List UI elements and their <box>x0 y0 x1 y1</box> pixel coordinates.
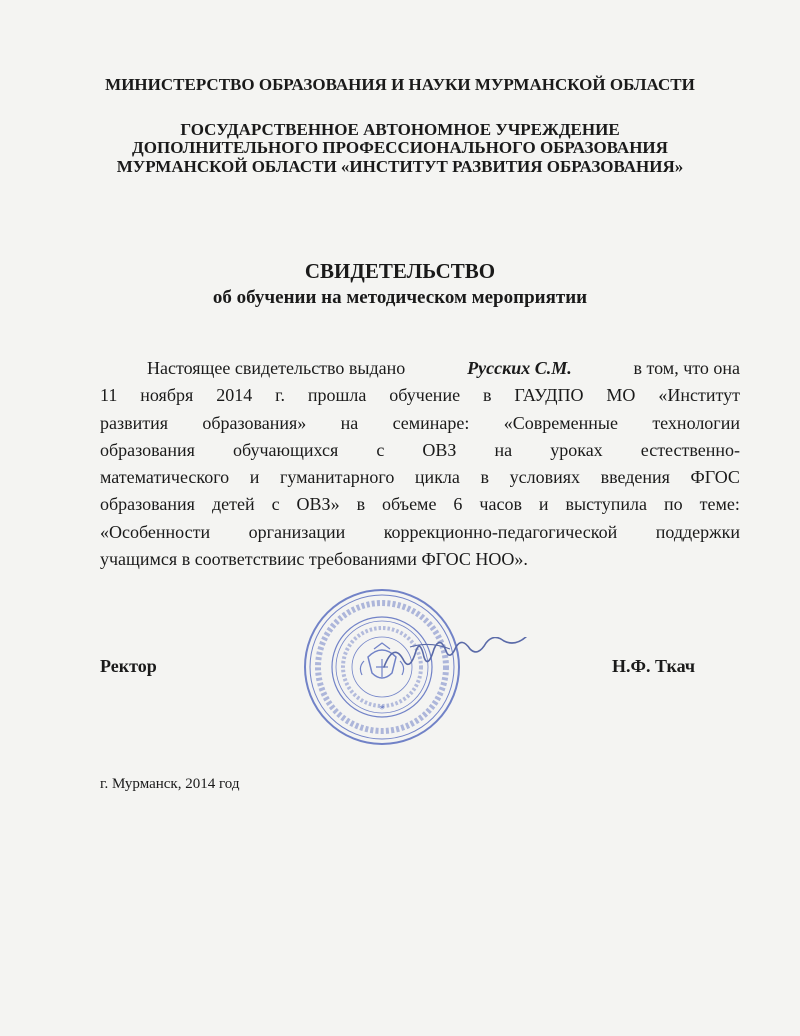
body-word: выступила <box>565 494 647 515</box>
body-word: 11 <box>100 385 118 406</box>
body-word: МО <box>606 385 636 406</box>
body-word: 6 <box>453 494 463 515</box>
certificate-body <box>100 355 740 573</box>
body-word: ОВЗ <box>422 439 457 460</box>
body-word: обучение <box>389 385 461 406</box>
place-and-year: г. Мурманск, 2014 год <box>100 776 240 792</box>
handwritten-signature <box>380 637 560 677</box>
body-word: в <box>480 467 489 488</box>
body-line <box>100 355 740 382</box>
body-word: и <box>538 494 549 515</box>
body-word: с <box>376 439 385 460</box>
body-word: поддержки <box>655 521 740 542</box>
body-line <box>100 519 740 546</box>
body-word: обучающихся <box>233 439 339 460</box>
body-word: «Современные <box>503 412 618 433</box>
body-word: гуманитарного <box>280 467 395 488</box>
body-word: введения <box>600 467 670 488</box>
body-line <box>100 437 740 464</box>
body-word: естественно- <box>640 439 740 460</box>
body-word: математического <box>100 467 230 488</box>
body-word: г. <box>275 385 285 406</box>
body-word: «Институт <box>658 385 740 406</box>
svg-text:*: * <box>379 704 385 715</box>
body-line <box>100 382 740 409</box>
body-text-fragment: в том, что она <box>633 358 740 378</box>
institution-line-2: ДОПОЛНИТЕЛЬНОГО ПРОФЕССИОНАЛЬНОГО ОБРАЗОВАНИЯ <box>132 138 668 157</box>
body-word: с <box>271 494 280 515</box>
body-word: коррекционно-педагогической <box>383 521 618 542</box>
body-word: в <box>356 494 366 515</box>
body-word: на <box>494 439 513 460</box>
institution-line-1: ГОСУДАРСТВЕННОЕ АВТОНОМНОЕ УЧРЕЖДЕНИЕ <box>180 120 620 139</box>
signatory-position: Ректор <box>100 656 157 676</box>
body-word: по <box>663 494 683 515</box>
certificate-title: СВИДЕТЕЛЬСТВО <box>304 259 496 283</box>
body-word: в <box>483 385 492 406</box>
body-word: на <box>340 412 359 433</box>
ministry-heading: МИНИСТЕРСТВО ОБРАЗОВАНИЯ И НАУКИ МУРМАНСКОЙ ОБЛАСТИ <box>105 75 695 94</box>
body-word: образования <box>100 494 195 515</box>
body-word: цикла <box>414 467 460 488</box>
body-word: детей <box>211 494 255 515</box>
body-word: ноября <box>140 385 194 406</box>
body-word: прошла <box>307 385 367 406</box>
body-word: образования <box>100 439 195 460</box>
certificate-subtitle: об обучении на методическом мероприятии <box>212 287 588 308</box>
body-word: развития <box>100 412 169 433</box>
institution-line-3: МУРМАНСКОЙ ОБЛАСТИ «ИНСТИТУТ РАЗВИТИЯ ОБРАЗОВАНИЯ» <box>116 157 684 176</box>
body-word: 2014 <box>216 385 253 406</box>
body-word: технологии <box>652 412 740 433</box>
body-line <box>100 410 740 437</box>
body-word: уроках <box>550 439 603 460</box>
signatory-name: Н.Ф. Ткач <box>612 656 696 676</box>
body-word: часов <box>479 494 522 515</box>
body-word: ОВЗ» <box>296 494 340 515</box>
body-line <box>100 491 740 518</box>
body-word: «Особенности <box>100 521 211 542</box>
body-word: ГАУДПО <box>514 385 584 406</box>
body-word: и <box>249 467 260 488</box>
body-word: образования» <box>202 412 307 433</box>
body-line <box>100 464 740 491</box>
body-word: ФГОС <box>690 467 740 488</box>
body-word: объеме <box>382 494 437 515</box>
body-word: теме: <box>699 494 740 515</box>
body-word: семинаре: <box>392 412 470 433</box>
body-word: условиях <box>509 467 580 488</box>
body-line: учащимся в соответствиис требованиями ФГОС НОО». <box>100 549 528 570</box>
body-word: организации <box>248 521 346 542</box>
body-text-fragment: Настоящее свидетельство выдано <box>147 358 406 378</box>
recipient-name: Русских С.М. <box>467 358 572 378</box>
